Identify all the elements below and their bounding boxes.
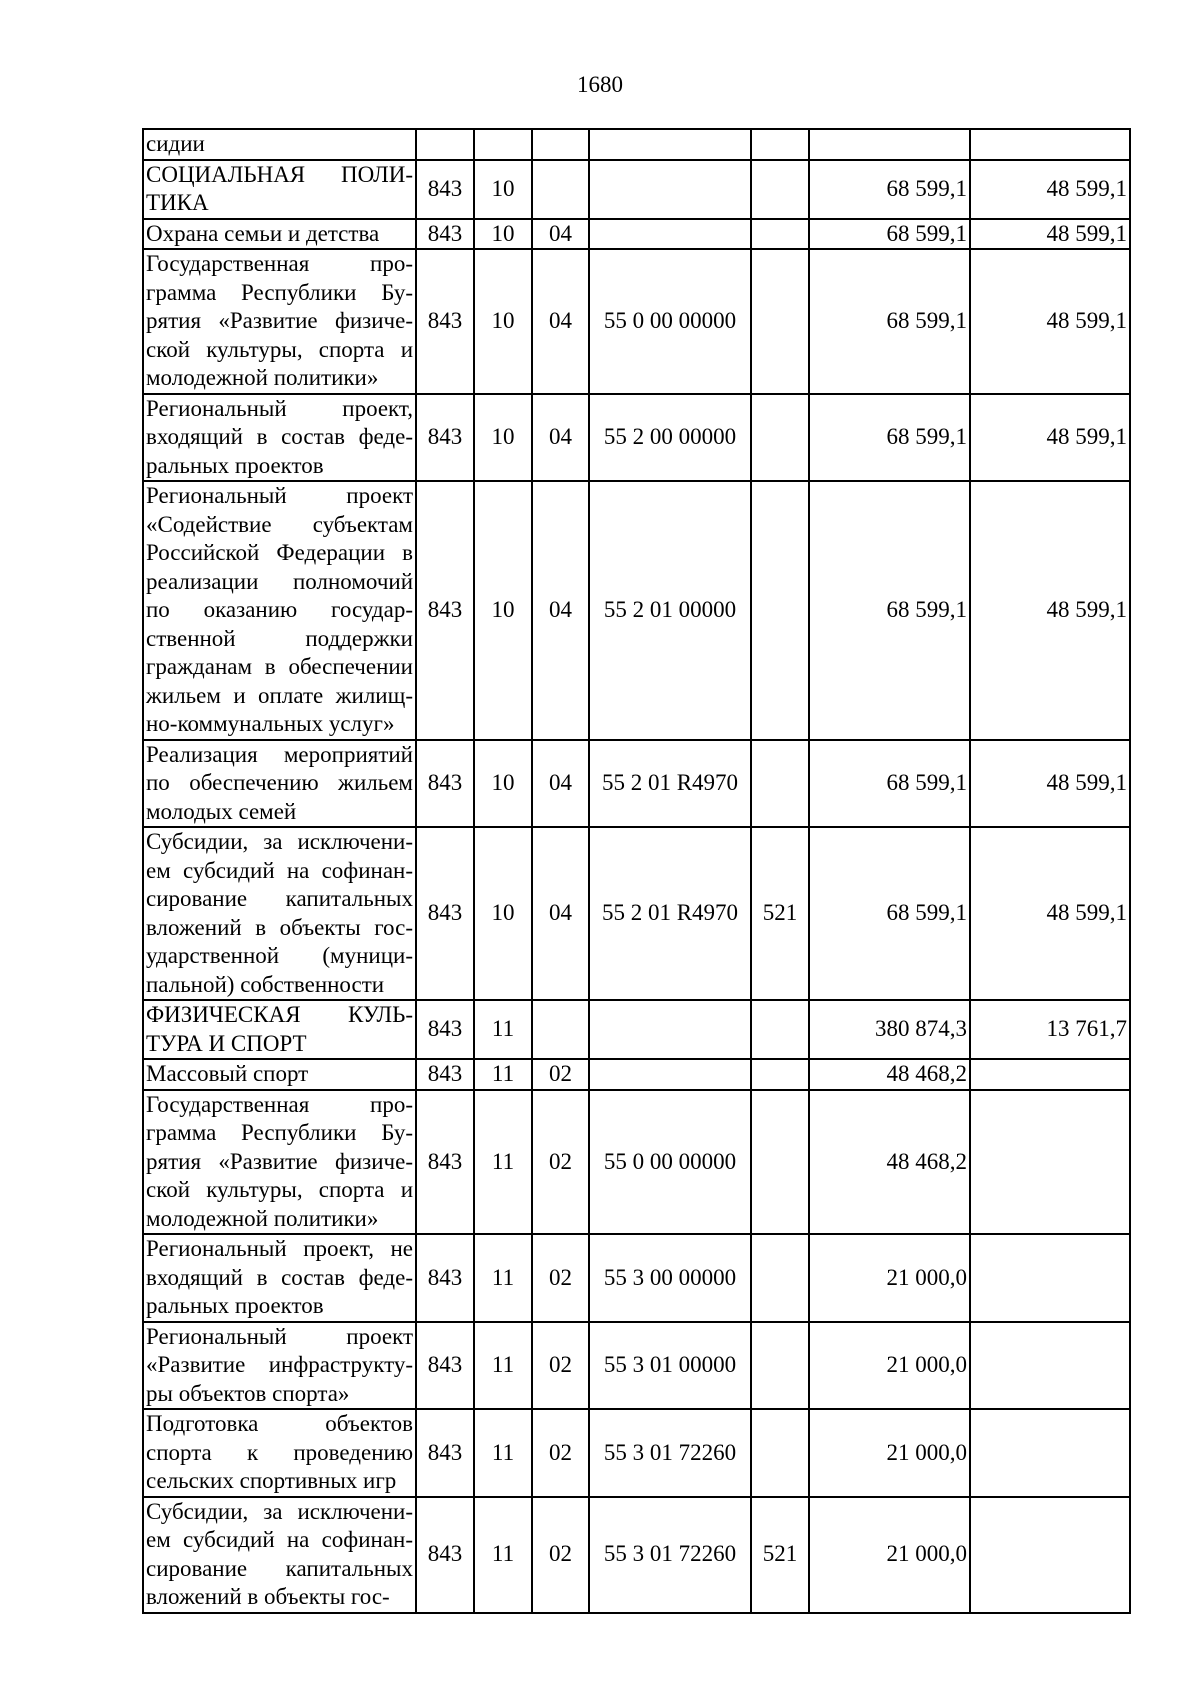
expense-type-cell [751, 394, 809, 482]
item-name-line: грамма Республики Бу- [146, 1120, 413, 1145]
amount-cell: 68 599,1 [809, 481, 970, 740]
amount-cell: 48 468,2 [809, 1090, 970, 1235]
item-name-line: по оказанию государ- [146, 597, 413, 622]
subsection-code-cell: 02 [532, 1322, 589, 1410]
item-name-line: рятия «Развитие физиче- [146, 308, 413, 333]
amount-cell: 68 599,1 [809, 160, 970, 219]
subsection-code-cell: 02 [532, 1234, 589, 1322]
table-row [143, 1409, 1130, 1497]
section-code-cell: 11 [474, 1409, 532, 1497]
expense-type-cell [751, 129, 809, 160]
item-name-line: молодых семей [146, 798, 297, 824]
item-name-line: ральных проектов [146, 452, 324, 478]
amount-cell: 68 599,1 [809, 740, 970, 828]
item-name-line: рятия «Развитие физиче- [146, 1148, 413, 1174]
target-article-cell [589, 1000, 751, 1059]
section-code-cell: 11 [474, 1497, 532, 1613]
item-name-line: Российской Федерации в [146, 540, 413, 565]
gr-code-cell: 843 [416, 1409, 474, 1497]
item-name-line: сирование капитальных [146, 1555, 413, 1581]
item-name-cell [143, 394, 416, 482]
subsection-code-cell: 02 [532, 1409, 589, 1497]
section-code-cell: 10 [474, 740, 532, 828]
expense-type-cell [751, 740, 809, 828]
section-code-cell: 11 [474, 1234, 532, 1322]
item-name-line: «Содействие субъектам [146, 511, 413, 537]
expense-type-cell [751, 481, 809, 740]
section-code-cell: 11 [474, 1090, 532, 1235]
item-name-line: Массовый спорт [146, 1061, 309, 1086]
item-name-line: грамма Республики Бу- [146, 279, 413, 305]
target-article-cell: 55 2 01 00000 [589, 481, 751, 740]
item-name-cell [143, 1497, 416, 1613]
item-name-line: ской культуры, спорта и [146, 1177, 413, 1202]
amount-cell: 48 599,1 [970, 827, 1130, 1000]
item-name-line: Региональный проект [146, 483, 413, 508]
amount-cell: 21 000,0 [809, 1322, 970, 1410]
item-name-line: «Развитие инфраструкту- [146, 1352, 413, 1377]
target-article-cell: 55 3 01 72260 [589, 1497, 751, 1613]
item-name-line: ственной поддержки [146, 625, 413, 651]
amount-cell: 13 761,7 [970, 1000, 1130, 1059]
target-article-cell: 55 3 01 00000 [589, 1322, 751, 1410]
amount-cell [970, 1234, 1130, 1322]
gr-code-cell: 843 [416, 1000, 474, 1059]
section-code-cell: 11 [474, 1059, 532, 1090]
item-name-line: СОЦИАЛЬНАЯ ПОЛИ- [146, 161, 413, 187]
item-name-cell [143, 129, 416, 160]
table-row [143, 1059, 1130, 1090]
item-name-line: жильем и оплате жилищ- [146, 682, 413, 708]
subsection-code-cell: 02 [532, 1090, 589, 1235]
section-code-cell: 10 [474, 827, 532, 1000]
item-name-line: сидии [146, 131, 205, 156]
item-name-line: Региональный проект, не [146, 1236, 413, 1261]
subsection-code-cell [532, 129, 589, 160]
budget-table [142, 128, 1131, 1614]
section-code-cell: 11 [474, 1000, 532, 1059]
amount-cell [970, 1497, 1130, 1613]
item-name-line: сельских спортивных игр [146, 1468, 397, 1493]
subsection-code-cell: 04 [532, 219, 589, 250]
target-article-cell: 55 3 01 72260 [589, 1409, 751, 1497]
item-name-cell [143, 1234, 416, 1322]
item-name-line: входящий в состав феде- [146, 424, 413, 449]
table-row [143, 1497, 1130, 1613]
table-row [143, 1090, 1130, 1235]
amount-cell: 48 599,1 [970, 394, 1130, 482]
item-name-line: Региональный проект [146, 1323, 413, 1349]
target-article-cell: 55 2 01 R4970 [589, 740, 751, 828]
gr-code-cell: 843 [416, 1090, 474, 1235]
gr-code-cell: 843 [416, 827, 474, 1000]
amount-cell: 68 599,1 [809, 249, 970, 394]
section-code-cell: 11 [474, 1322, 532, 1410]
subsection-code-cell: 04 [532, 394, 589, 482]
item-name-line: молодежной политики» [146, 365, 379, 390]
table-row [143, 827, 1130, 1000]
amount-cell [970, 1059, 1130, 1090]
item-name-line: ем субсидий на софинан- [146, 1527, 413, 1552]
subsection-code-cell: 04 [532, 481, 589, 740]
subsection-code-cell: 04 [532, 249, 589, 394]
target-article-cell [589, 219, 751, 250]
gr-code-cell: 843 [416, 1059, 474, 1090]
amount-cell [970, 1090, 1130, 1235]
item-name-line: ФИЗИЧЕСКАЯ КУЛЬ- [146, 1002, 413, 1027]
item-name-line: Охрана семьи и детства [146, 220, 380, 246]
item-name-line: входящий в состав феде- [146, 1264, 413, 1290]
expense-type-cell: 521 [751, 1497, 809, 1613]
target-article-cell: 55 0 00 00000 [589, 1090, 751, 1235]
item-name-line: Подготовка объектов [146, 1411, 413, 1436]
section-code-cell: 10 [474, 249, 532, 394]
item-name-cell [143, 1090, 416, 1235]
item-name-line: Реализация мероприятий [146, 741, 413, 767]
item-name-line: вложений в объекты гос- [146, 914, 413, 940]
item-name-cell [143, 249, 416, 394]
item-name-line: но-коммунальных услуг» [146, 711, 395, 736]
amount-cell: 48 599,1 [970, 219, 1130, 250]
amount-cell: 48 599,1 [970, 249, 1130, 394]
item-name-line: реализации полномочий [146, 568, 413, 594]
target-article-cell: 55 2 00 00000 [589, 394, 751, 482]
target-article-cell [589, 1059, 751, 1090]
item-name-line: ударственной (муници- [146, 943, 413, 968]
item-name-line: по обеспечению жильем [146, 770, 413, 795]
item-name-line: вложений в объекты гос- [146, 1584, 390, 1609]
gr-code-cell: 843 [416, 1234, 474, 1322]
item-name-line: ской культуры, спорта и [146, 336, 413, 362]
table-row [143, 249, 1130, 394]
target-article-cell: 55 3 00 00000 [589, 1234, 751, 1322]
gr-code-cell: 843 [416, 481, 474, 740]
amount-cell: 48 599,1 [970, 740, 1130, 828]
item-name-cell [143, 160, 416, 219]
amount-cell [970, 1409, 1130, 1497]
item-name-line: сирование капитальных [146, 886, 413, 911]
item-name-line: Субсидии, за исключени- [146, 1498, 413, 1524]
subsection-code-cell [532, 1000, 589, 1059]
amount-cell: 48 599,1 [970, 160, 1130, 219]
gr-code-cell: 843 [416, 219, 474, 250]
subsection-code-cell: 02 [532, 1059, 589, 1090]
expense-type-cell [751, 249, 809, 394]
amount-cell: 21 000,0 [809, 1234, 970, 1322]
item-name-cell [143, 1322, 416, 1410]
expense-type-cell [751, 1059, 809, 1090]
table-row [143, 1000, 1130, 1059]
gr-code-cell: 843 [416, 740, 474, 828]
item-name-line: Государственная про- [146, 251, 413, 276]
amount-cell [970, 129, 1130, 160]
table-row [143, 1322, 1130, 1410]
table-row [143, 481, 1130, 740]
item-name-line: ральных проектов [146, 1293, 324, 1318]
expense-type-cell [751, 219, 809, 250]
amount-cell: 380 874,3 [809, 1000, 970, 1059]
item-name-line: ры объектов спорта» [146, 1380, 350, 1406]
section-code-cell: 10 [474, 160, 532, 219]
table-row [143, 219, 1130, 250]
amount-cell: 68 599,1 [809, 219, 970, 250]
item-name-cell [143, 1409, 416, 1497]
expense-type-cell [751, 1234, 809, 1322]
subsection-code-cell [532, 160, 589, 219]
item-name-line: ем субсидий на софинан- [146, 857, 413, 883]
subsection-code-cell: 04 [532, 827, 589, 1000]
subsection-code-cell: 02 [532, 1497, 589, 1613]
target-article-cell [589, 160, 751, 219]
expense-type-cell [751, 1090, 809, 1235]
target-article-cell: 55 0 00 00000 [589, 249, 751, 394]
item-name-line: ТУРА И СПОРТ [146, 1030, 307, 1056]
gr-code-cell: 843 [416, 249, 474, 394]
gr-code-cell: 843 [416, 160, 474, 219]
amount-cell: 48 468,2 [809, 1059, 970, 1090]
item-name-line: Региональный проект, [146, 395, 413, 421]
expense-type-cell [751, 1409, 809, 1497]
expense-type-cell [751, 1322, 809, 1410]
table-row [143, 394, 1130, 482]
item-name-line: пальной) собственности [146, 971, 385, 997]
section-code-cell [474, 129, 532, 160]
table-row [143, 129, 1130, 160]
gr-code-cell: 843 [416, 1497, 474, 1613]
item-name-cell [143, 1059, 416, 1090]
expense-type-cell [751, 1000, 809, 1059]
section-code-cell: 10 [474, 481, 532, 740]
amount-cell: 21 000,0 [809, 1409, 970, 1497]
amount-cell [970, 1322, 1130, 1410]
table-row [143, 160, 1130, 219]
target-article-cell: 55 2 01 R4970 [589, 827, 751, 1000]
expense-type-cell: 521 [751, 827, 809, 1000]
item-name-line: молодежной политики» [146, 1205, 379, 1231]
table-body [143, 129, 1130, 1613]
section-code-cell: 10 [474, 394, 532, 482]
expense-type-cell [751, 160, 809, 219]
item-name-line: ТИКА [146, 190, 209, 215]
amount-cell: 48 599,1 [970, 481, 1130, 740]
item-name-cell [143, 827, 416, 1000]
page-number: 1680 [577, 72, 623, 97]
amount-cell: 68 599,1 [809, 827, 970, 1000]
item-name-line: Субсидии, за исключени- [146, 829, 413, 854]
item-name-line: спорта к проведению [146, 1439, 413, 1465]
item-name-cell [143, 740, 416, 828]
section-code-cell: 10 [474, 219, 532, 250]
amount-cell: 21 000,0 [809, 1497, 970, 1613]
target-article-cell [589, 129, 751, 160]
item-name-cell [143, 219, 416, 250]
item-name-line: гражданам в обеспечении [146, 654, 413, 679]
item-name-cell [143, 1000, 416, 1059]
item-name-line: Государственная про- [146, 1091, 413, 1117]
subsection-code-cell: 04 [532, 740, 589, 828]
table-row [143, 1234, 1130, 1322]
gr-code-cell: 843 [416, 1322, 474, 1410]
table-row [143, 740, 1130, 828]
amount-cell: 68 599,1 [809, 394, 970, 482]
amount-cell [809, 129, 970, 160]
item-name-cell [143, 481, 416, 740]
gr-code-cell: 843 [416, 394, 474, 482]
gr-code-cell [416, 129, 474, 160]
